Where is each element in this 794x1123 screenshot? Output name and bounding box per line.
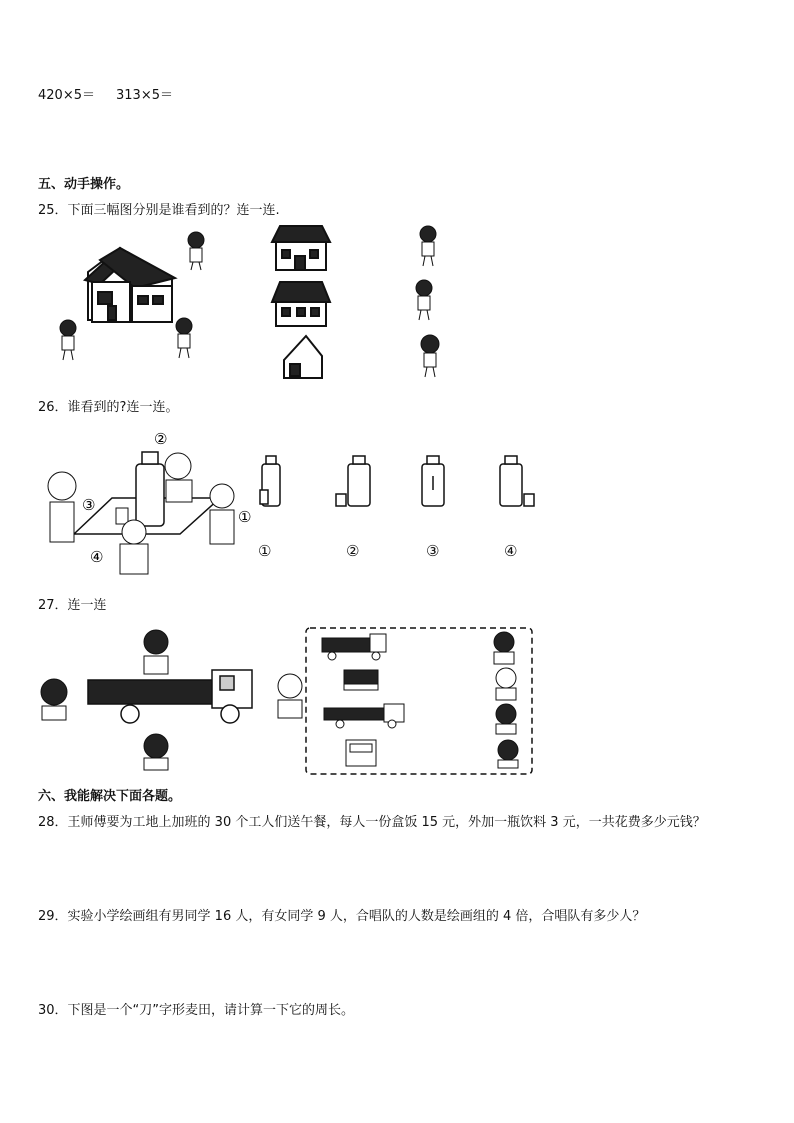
child-option-2-icon <box>416 280 432 320</box>
house-view-gable-icon <box>284 336 322 378</box>
person-1-icon <box>210 484 234 544</box>
person-view-4-icon <box>498 740 518 768</box>
thermos-icon <box>136 452 164 526</box>
q27-text: 27．连一连 <box>38 598 107 613</box>
truck-view-side-icon <box>322 634 386 660</box>
option-label-4: ④ <box>504 542 518 560</box>
person-view-3-icon <box>496 704 516 734</box>
section-6-title: 六、我能解决下面各题。 <box>38 789 182 804</box>
scene-label-3: ③ <box>82 496 96 514</box>
thermos-view-2-icon <box>336 456 370 506</box>
boy-left-icon <box>41 679 67 720</box>
option-label-1: ① <box>258 542 272 560</box>
thermos-view-1-icon <box>260 456 280 506</box>
calc-313x5: 313×5＝ <box>116 88 173 103</box>
worker-right-icon <box>278 674 302 718</box>
option-label-3: ③ <box>426 542 440 560</box>
child-left-icon <box>60 320 76 360</box>
girl-bottom-icon <box>144 734 168 770</box>
child-option-3-icon <box>421 335 439 377</box>
cup-icon <box>116 508 128 524</box>
person-3-icon <box>48 472 76 542</box>
person-2-icon <box>165 453 192 502</box>
person-view-1-icon <box>494 632 514 664</box>
child-option-1-icon <box>420 226 436 266</box>
option-label-2: ② <box>346 542 360 560</box>
child-top-icon <box>188 232 204 270</box>
q30-text: 30．下图是一个“刀”字形麦田，请计算一下它的周长。 <box>38 1003 355 1018</box>
truck-view-top-icon <box>344 670 378 690</box>
house-3d-icon <box>85 248 175 322</box>
person-view-2-icon <box>496 668 516 700</box>
q27-scene <box>0 622 560 782</box>
section-5-title: 五、动手操作。 <box>38 177 130 192</box>
q28-text: 28．王师傅要为工地上加班的 30 个工人们送午餐，每人一份盒饭 15 元，外加一瓶饮料 3 元，一共花费多少元钱？ <box>38 815 706 830</box>
person-4-icon <box>120 520 148 574</box>
q25-text: 25．下面三幅图分别是谁看到的？连一连. <box>38 203 280 218</box>
q25-scene <box>0 220 480 390</box>
q26-text: 26．谁看到的?连一连。 <box>38 400 179 415</box>
thermos-view-4-icon <box>500 456 534 506</box>
truck-view-front-icon <box>346 740 376 766</box>
girl-top-icon <box>144 630 168 674</box>
scene-label-4: ④ <box>90 548 104 566</box>
truck-icon <box>88 670 252 723</box>
scene-label-1: ① <box>238 508 252 526</box>
house-view-front-icon <box>272 226 330 270</box>
house-view-side-icon <box>272 282 330 326</box>
q29-text: 29．实验小学绘画组有男同学 16 人，有女同学 9 人，合唱队的人数是绘画组的 4 倍，合唱队有多少人？ <box>38 909 646 924</box>
child-right-icon <box>176 318 192 358</box>
q26-scene <box>0 424 560 584</box>
calc-420x5: 420×5＝ <box>38 88 95 103</box>
truck-view-side2-icon <box>324 704 404 728</box>
scene-label-2: ② <box>154 430 168 448</box>
thermos-view-3-icon <box>422 456 444 506</box>
